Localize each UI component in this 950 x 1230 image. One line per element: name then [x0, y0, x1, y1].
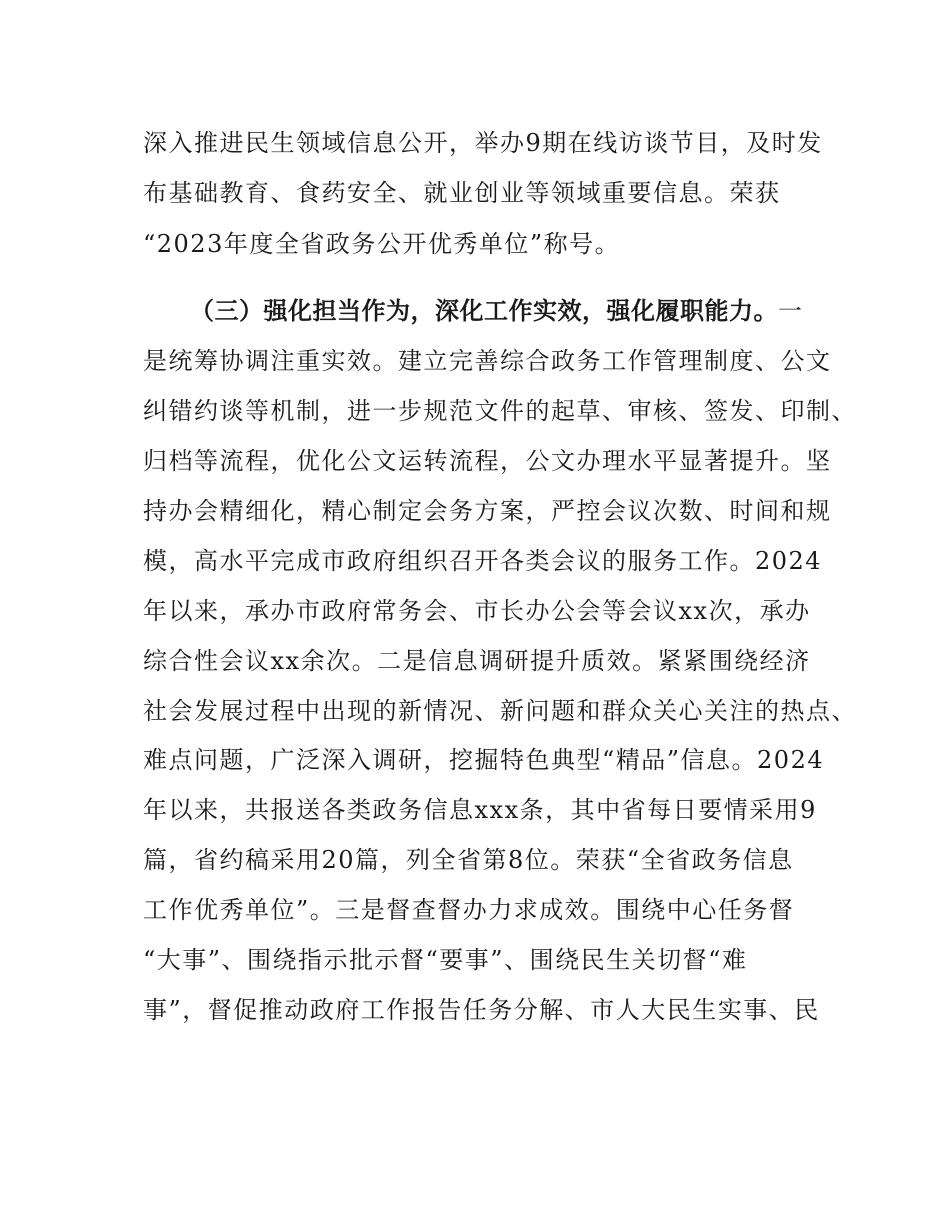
paragraph1-line-3: “2023年度全省政务公开优秀单位”称号。 [143, 230, 621, 258]
section-heading-line [190, 296, 804, 326]
paragraph2-line-6: 年以来，承办市政府常务会、市长办公会等会议xx次，承办 [143, 597, 811, 625]
paragraph2-line-8: 社会发展过程中出现的新情况、新问题和群众关心关注的热点、 [143, 697, 857, 725]
paragraph2-line-10: 年以来，共报送各类政务信息xxx条，其中省每日要情采用9 [143, 796, 817, 824]
paragraph2-line-5: 模，高水平完成市政府组织召开各类会议的服务工作。2024 [143, 547, 823, 575]
paragraph2-line-1: 是统筹协调注重实效。建立完善综合政务工作管理制度、公文 [143, 347, 832, 375]
section-heading: （三）强化担当作为，深化工作实效，强化履职能力。 [190, 297, 778, 325]
paragraph2-line-12: 工作优秀单位”。三是督查督办力求成效。围绕中心任务督 [143, 896, 795, 924]
paragraph2-line-13: “大事”、围绕指示批示督“要事”、围绕民生关切督“难 [143, 946, 748, 974]
paragraph2-line-11: 篇，省约稿采用20篇，列全省第8位。荣获“全省政务信息 [143, 846, 794, 874]
paragraph2-line-9: 难点问题，广泛深入调研，挖掘特色典型“精品”信息。2024 [143, 746, 825, 774]
paragraph2-line-7: 综合性会议xx余次。二是信息调研提升质效。紧紧围绕经济 [143, 647, 811, 675]
paragraph2-line-2: 纠错约谈等机制，进一步规范文件的起草、审核、签发、印制、 [143, 397, 857, 425]
paragraph2-line-14: 事”，督促推动政府工作报告任务分解、市人大民生实事、民 [143, 996, 820, 1024]
paragraph2-line-4: 持办会精细化，精心制定会务方案，严控会议次数、时间和规 [143, 497, 832, 525]
paragraph1-line-2: 布基础教育、食药安全、就业创业等领域重要信息。荣获 [143, 179, 781, 207]
paragraph2-line-3: 归档等流程，优化公文运转流程，公文办理水平显著提升。坚 [143, 447, 832, 475]
section-heading-tail: 一 [778, 297, 804, 325]
paragraph1-line-1: 深入推进民生领域信息公开，举办9期在线访谈节目，及时发 [143, 129, 823, 157]
